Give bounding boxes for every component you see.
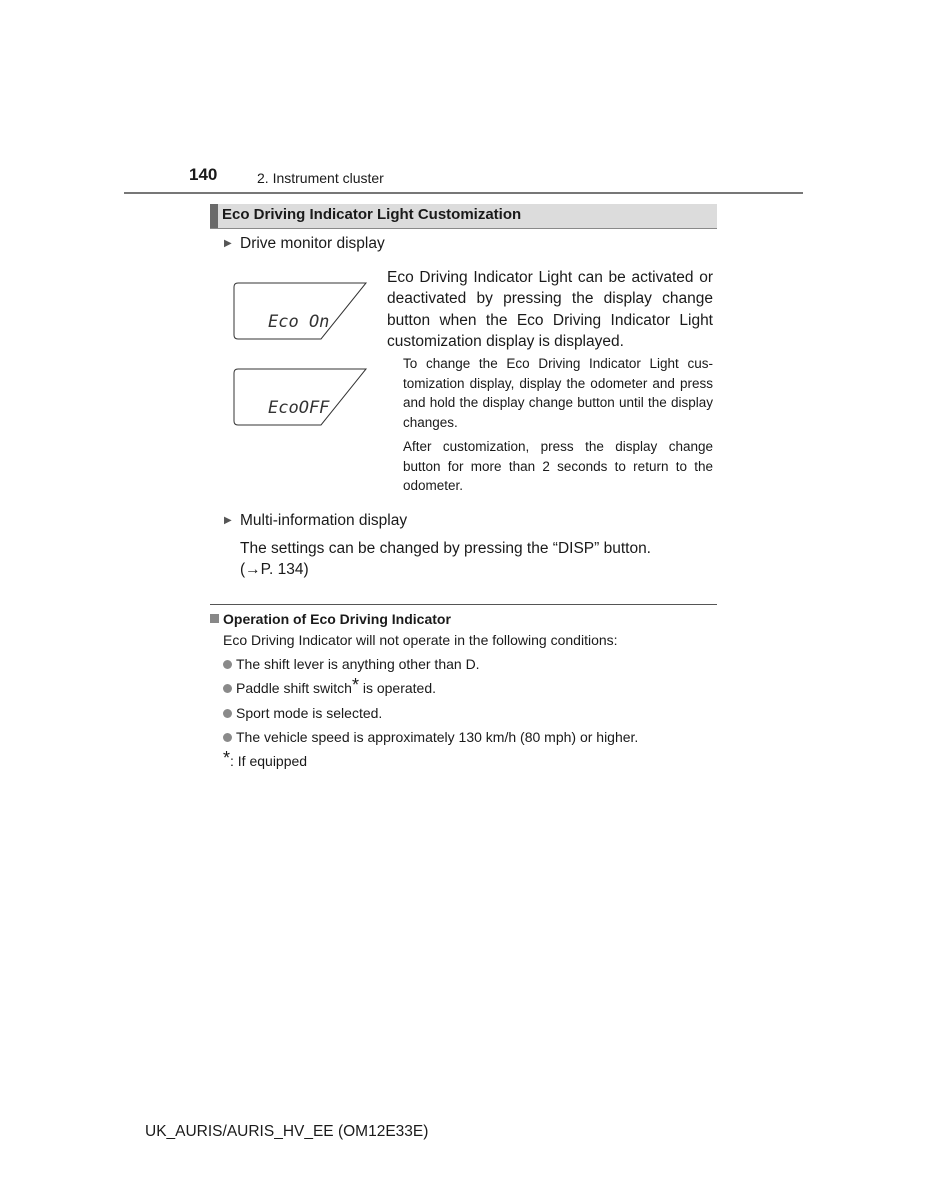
bullet-dot-icon	[223, 709, 232, 718]
list-item-text: Paddle shift switch	[236, 680, 352, 696]
list-item-text: The vehicle speed is approximately 130 km/h (80 mph) or higher.	[236, 729, 639, 745]
multi-info-paragraph	[240, 538, 651, 581]
lcd-eco-off-text: EcoOFF	[268, 398, 330, 418]
lcd-eco-on-text: Eco On	[268, 312, 330, 332]
list-item	[223, 729, 638, 745]
lcd-eco-on-illustration	[232, 281, 368, 343]
section-heading-bar	[210, 204, 717, 229]
footnote	[223, 748, 308, 769]
list-item-suffix: is operated.	[358, 680, 437, 696]
list-item	[223, 656, 480, 672]
list-item	[223, 705, 382, 721]
section-heading-accent	[210, 204, 218, 228]
footer-code: UK_AURIS/AURIS_HV_EE (OM12E33E)	[145, 1123, 429, 1140]
list-item	[223, 675, 437, 696]
header-rule	[124, 192, 803, 194]
bullet-dot-icon	[223, 733, 232, 742]
chapter-title: 2. Instrument cluster	[257, 170, 384, 186]
asterisk-mark: *	[223, 748, 231, 768]
drive-monitor-label: Drive monitor display	[240, 235, 385, 252]
list-item-text: Sport mode is selected.	[236, 705, 383, 721]
multi-info-text-line2: (→P. 134)	[240, 561, 309, 579]
bullet-dot-icon	[223, 684, 232, 693]
sub-paragraph-1: To change the Eco Driving Indicator Light cus-tomization display, display the odometer and press and hold the display change button until the display changes.	[403, 356, 713, 430]
triangle-right-icon: ▶	[224, 515, 232, 526]
footnote-text: : If equipped	[230, 753, 308, 769]
multi-info-label: Multi-information display	[240, 512, 408, 529]
triangle-right-icon: ▶	[224, 238, 232, 249]
multi-info-item	[224, 512, 407, 530]
bullet-dot-icon	[223, 660, 232, 669]
operation-heading-text: Operation of Eco Driving Indicator	[223, 611, 451, 627]
operation-intro: Eco Driving Indicator will not operate in the following conditions:	[223, 632, 618, 648]
drive-monitor-item	[224, 235, 385, 253]
lcd-eco-off-illustration	[232, 367, 368, 429]
operation-heading	[210, 611, 451, 627]
main-paragraph: Eco Driving Indicator Light can be activated or deactivated by pressing the display change button when the Eco Driving Indicator Light customization display is displayed.	[387, 269, 713, 350]
section-title: Eco Driving Indicator Light Customization	[222, 206, 522, 223]
list-item-text: The shift lever is anything other than D.	[236, 656, 480, 672]
page-number: 140	[189, 165, 218, 184]
sub-paragraph-2: After customization, press the display change button for more than 2 seconds to return to the odometer.	[403, 439, 713, 494]
section-divider	[210, 604, 717, 605]
asterisk-mark: *	[351, 675, 359, 695]
square-bullet-icon	[210, 614, 219, 623]
multi-info-text-line1: The settings can be changed by pressing the “DISP” button.	[240, 540, 651, 557]
